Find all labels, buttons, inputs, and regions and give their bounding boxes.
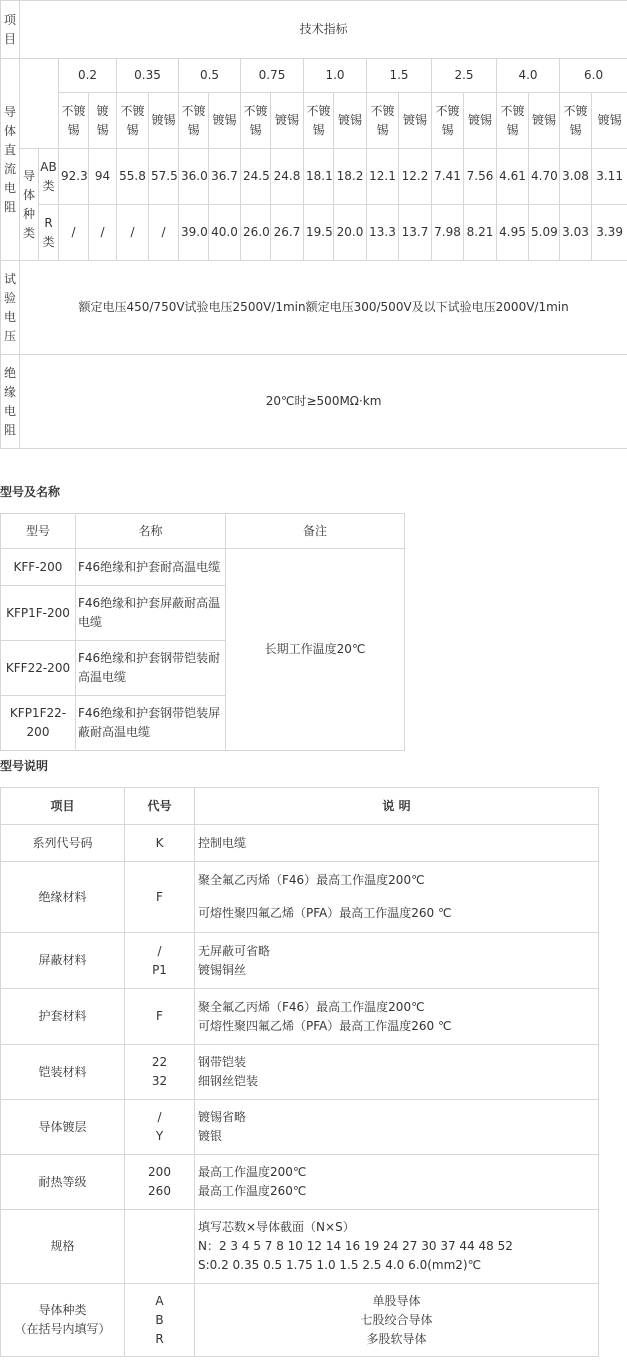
code-line: 200 — [148, 1165, 171, 1179]
r-value: / — [59, 205, 89, 261]
spec-table — [0, 0, 627, 449]
r-value: / — [149, 205, 179, 261]
sub-unplated: 不镀锡 — [560, 93, 592, 149]
r-value: / — [89, 205, 117, 261]
ab-value: 18.2 — [334, 149, 367, 205]
desc-item: 铠装材料 — [1, 1045, 125, 1100]
sub-plated: 镀锡 — [399, 93, 432, 149]
size-2-5: 2.5 — [432, 59, 497, 93]
size-0-5: 0.5 — [179, 59, 241, 93]
desc-text — [195, 1100, 599, 1155]
remark-header: 备注 — [226, 514, 405, 549]
desc-text — [195, 989, 599, 1045]
desc-text — [195, 1284, 599, 1357]
ab-value: 36.0 — [179, 149, 209, 205]
code-line: A — [155, 1293, 164, 1308]
code-line: 22 — [151, 1055, 168, 1069]
ab-value: 55.8 — [117, 149, 149, 205]
model-cell: KFF22-200 — [1, 641, 76, 696]
desc-line: 可熔性聚四氟乙烯（PFA）最高工作温度260 ℃ — [198, 906, 452, 920]
ab-value: 3.08 — [560, 149, 592, 205]
desc-text — [195, 1155, 599, 1210]
ab-value: 92.3 — [59, 149, 89, 205]
desc-code — [125, 933, 195, 989]
name-cell: F46绝缘和护套屏蔽耐高温电缆 — [76, 586, 226, 641]
insulation-text: 20℃时≥500MΩ·km — [20, 355, 627, 449]
desc-line: 最高工作温度260℃ — [198, 1184, 307, 1198]
sub-plated: 镀锡 — [592, 93, 627, 149]
desc-line: 镀银 — [198, 1129, 223, 1143]
desc-text — [195, 1210, 599, 1284]
desc-item: 规格 — [1, 1210, 125, 1284]
sub-plated: 镀锡 — [149, 93, 179, 149]
desc-line: 聚全氟乙丙烯（F46）最高工作温度200℃ — [198, 999, 425, 1014]
ab-value: 57.5 — [149, 149, 179, 205]
desc-item: 绝缘材料 — [1, 862, 125, 933]
r-value: 5.09 — [529, 205, 560, 261]
insulation-label: 绝缘电阻 — [1, 355, 20, 449]
remark-cell: 长期工作温度20℃ — [226, 549, 405, 751]
item-line: （在括号内填写） — [14, 1322, 111, 1336]
sub-unplated: 不镀锡 — [304, 93, 334, 149]
desc-code — [125, 1210, 195, 1284]
item-line: 导体种类 — [38, 1303, 87, 1317]
desc-line: N：2 3 4 5 7 8 10 12 14 16 19 24 27 30 37 44 48 52 — [198, 1239, 513, 1253]
desc-code-header: 代号 — [125, 788, 195, 825]
spec-item-header — [1, 1, 20, 59]
spec-header: 技术指标 — [20, 1, 627, 59]
desc-item: 屏蔽材料 — [1, 933, 125, 989]
size-1-5: 1.5 — [367, 59, 432, 93]
size-4-0: 4.0 — [497, 59, 560, 93]
sub-unplated: 不镀锡 — [367, 93, 399, 149]
code-line: / — [157, 943, 162, 958]
ab-value: 12.1 — [367, 149, 399, 205]
r-value: 13.7 — [399, 205, 432, 261]
code-line: / — [157, 1110, 162, 1124]
desc-code: F — [125, 989, 195, 1045]
model-cell: KFP1F-200 — [1, 586, 76, 641]
code-line: P1 — [152, 962, 167, 977]
desc-line: S:0.2 0.35 0.5 1.75 1.0 1.5 2.5 4.0 6.0(mm2)℃ — [198, 1258, 482, 1272]
desc-line: 七股绞合导体 — [360, 1312, 433, 1327]
r-label: R类 — [39, 205, 59, 261]
name-cell: F46绝缘和护套钢带铠装屏蔽耐高温电缆 — [76, 696, 226, 751]
desc-code — [125, 1155, 195, 1210]
desc-text — [195, 1045, 599, 1100]
sub-plated: 镀锡 — [209, 93, 241, 149]
desc-code — [125, 1284, 195, 1357]
r-value: 3.39 — [592, 205, 627, 261]
desc-item: 护套材料 — [1, 989, 125, 1045]
code-line: 32 — [151, 1074, 168, 1088]
desc-code: F — [125, 862, 195, 933]
dcr-label: 导体直流电阻 — [1, 59, 20, 261]
desc-code — [125, 1100, 195, 1155]
size-0-2: 0.2 — [59, 59, 117, 93]
test-voltage-text: 额定电压450/750V试验电压2500V/1min额定电压300/500V及以下试验电压2000V/1min — [20, 261, 627, 355]
desc-line: 钢带铠装 — [198, 1055, 247, 1069]
test-voltage-label: 试验电压 — [1, 261, 20, 355]
desc-code: K — [125, 825, 195, 862]
item-header-text: 项目 — [3, 12, 16, 46]
code-line: Y — [155, 1129, 164, 1143]
desc-item: 导体镀层 — [1, 1100, 125, 1155]
desc-line: 可熔性聚四氟乙烯（PFA）最高工作温度260 ℃ — [198, 1018, 452, 1033]
model-cell: KFP1F22-200 — [1, 696, 76, 751]
conductor-type-label: 导体种类 — [20, 149, 39, 261]
desc-item: 耐热等级 — [1, 1155, 125, 1210]
sub-plated: 镀锡 — [271, 93, 304, 149]
sub-unplated: 不镀锡 — [241, 93, 271, 149]
desc-text: 控制电缆 — [195, 825, 599, 862]
size-0-75: 0.75 — [241, 59, 304, 93]
sub-unplated: 不镀锡 — [117, 93, 149, 149]
ab-value: 7.41 — [432, 149, 464, 205]
size-1-0: 1.0 — [304, 59, 367, 93]
desc-line: 聚全氟乙丙烯（F46）最高工作温度200℃ — [198, 873, 425, 887]
sub-plated: 镀锡 — [334, 93, 367, 149]
r-value: 4.95 — [497, 205, 529, 261]
r-value: 7.98 — [432, 205, 464, 261]
name-header: 名称 — [76, 514, 226, 549]
desc-text — [195, 933, 599, 989]
model-heading: 型号及名称 — [0, 485, 61, 499]
desc-heading: 型号说明 — [0, 759, 49, 773]
sub-unplated: 不镀锡 — [432, 93, 464, 149]
ab-value: 12.2 — [399, 149, 432, 205]
sub-unplated: 不镀锡 — [179, 93, 209, 149]
model-cell: KFF-200 — [1, 549, 76, 586]
desc-code — [125, 1045, 195, 1100]
size-6-0: 6.0 — [560, 59, 627, 93]
sub-plated: 镀锡 — [89, 93, 117, 149]
blank-cell — [20, 59, 59, 149]
r-value: 19.5 — [304, 205, 334, 261]
r-value: 26.7 — [271, 205, 304, 261]
r-value: 13.3 — [367, 205, 399, 261]
r-value: 26.0 — [241, 205, 271, 261]
sub-plated: 镀锡 — [529, 93, 560, 149]
sub-unplated: 不镀锡 — [59, 93, 89, 149]
desc-line: 镀锡铜丝 — [198, 962, 247, 977]
r-value: 40.0 — [209, 205, 241, 261]
size-0-35: 0.35 — [117, 59, 179, 93]
code-line: B — [155, 1312, 164, 1327]
desc-line: 多股软导体 — [366, 1331, 427, 1346]
ab-label: AB类 — [39, 149, 59, 205]
code-line: R — [155, 1331, 164, 1346]
desc-item-header: 项目 — [1, 788, 125, 825]
r-value: / — [117, 205, 149, 261]
desc-line: 填写芯数×导体截面（N×S） — [198, 1220, 355, 1234]
desc-line: 最高工作温度200℃ — [198, 1165, 307, 1179]
ab-value: 4.70 — [529, 149, 560, 205]
ab-value: 7.56 — [464, 149, 497, 205]
desc-desc-header: 说 明 — [195, 788, 599, 825]
desc-table — [0, 787, 599, 1357]
desc-line: 细钢丝铠装 — [198, 1074, 259, 1088]
ab-value: 24.5 — [241, 149, 271, 205]
r-value: 39.0 — [179, 205, 209, 261]
desc-item: 系列代号码 — [1, 825, 125, 862]
name-cell: F46绝缘和护套钢带铠装耐高温电缆 — [76, 641, 226, 696]
ab-value: 3.11 — [592, 149, 627, 205]
r-value: 8.21 — [464, 205, 497, 261]
ab-value: 4.61 — [497, 149, 529, 205]
desc-line: 镀锡省略 — [198, 1110, 247, 1124]
desc-item — [1, 1284, 125, 1357]
r-value: 3.03 — [560, 205, 592, 261]
ab-value: 94 — [89, 149, 117, 205]
model-header: 型号 — [1, 514, 76, 549]
r-value: 20.0 — [334, 205, 367, 261]
name-cell: F46绝缘和护套耐高温电缆 — [76, 549, 226, 586]
desc-line: 无屏蔽可省略 — [198, 943, 271, 958]
sub-plated: 镀锡 — [464, 93, 497, 149]
model-table — [0, 513, 405, 751]
ab-value: 24.8 — [271, 149, 304, 205]
sub-unplated: 不镀锡 — [497, 93, 529, 149]
code-line: 260 — [148, 1184, 171, 1198]
desc-text — [195, 862, 599, 933]
ab-value: 18.1 — [304, 149, 334, 205]
ab-value: 36.7 — [209, 149, 241, 205]
desc-line: 单股导体 — [372, 1293, 421, 1308]
